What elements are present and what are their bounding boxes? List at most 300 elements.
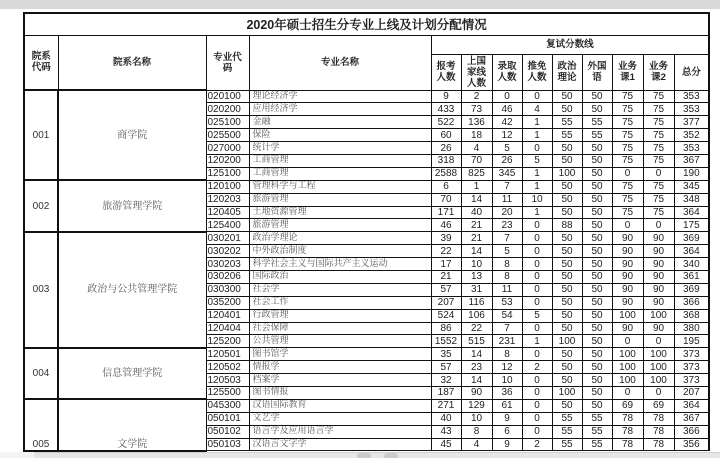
politics-cell: 100 — [552, 167, 582, 180]
exempt-cell: 0 — [522, 348, 552, 361]
major-name-cell: 文艺学 — [249, 412, 431, 425]
header-admitted: 录取人数 — [492, 54, 522, 90]
total-cell: 352 — [674, 129, 709, 142]
foreign-lang-cell: 50 — [582, 154, 612, 167]
exempt-cell: 0 — [522, 270, 552, 283]
viewer-top-strip — [0, 0, 720, 9]
major-code-cell: 120100 — [206, 180, 249, 193]
applicants-cell: 35 — [431, 348, 461, 361]
major-name-cell: 旅游管理 — [249, 219, 431, 232]
next-page-button[interactable] — [384, 453, 398, 458]
major-name-cell: 中外政治制度 — [249, 245, 431, 258]
major-code-cell: 120501 — [206, 348, 249, 361]
course1-cell: 90 — [612, 296, 643, 309]
course1-cell: 0 — [612, 386, 643, 399]
exempt-cell: 1 — [522, 206, 552, 219]
above-national-cell: 14 — [461, 348, 492, 361]
exempt-cell: 4 — [522, 103, 552, 116]
foreign-lang-cell: 50 — [582, 193, 612, 206]
header-dept-code: 院系代码 — [24, 35, 58, 90]
applicants-cell: 6 — [431, 180, 461, 193]
admitted-cell: 7 — [492, 322, 522, 335]
major-code-cell: 120503 — [206, 374, 249, 387]
table-row — [24, 180, 709, 193]
applicants-cell: 57 — [431, 283, 461, 296]
admitted-cell: 54 — [492, 309, 522, 322]
course2-cell: 90 — [643, 232, 674, 245]
major-code-cell: 120203 — [206, 193, 249, 206]
above-national-cell: 8 — [461, 425, 492, 438]
total-cell: 348 — [674, 193, 709, 206]
foreign-lang-cell: 55 — [582, 116, 612, 129]
major-name-cell: 行政管理 — [249, 309, 431, 322]
admissions-table — [23, 12, 710, 452]
above-national-cell: 73 — [461, 103, 492, 116]
course1-cell: 75 — [612, 142, 643, 155]
foreign-lang-cell: 50 — [582, 322, 612, 335]
exempt-cell: 0 — [522, 283, 552, 296]
politics-cell: 50 — [552, 309, 582, 322]
above-national-cell: 31 — [461, 283, 492, 296]
admitted-cell: 8 — [492, 348, 522, 361]
total-cell: 373 — [674, 361, 709, 374]
course1-cell: 0 — [612, 335, 643, 348]
foreign-lang-cell: 55 — [582, 412, 612, 425]
politics-cell: 50 — [552, 193, 582, 206]
course2-cell: 75 — [643, 180, 674, 193]
course2-cell: 78 — [643, 438, 674, 451]
foreign-lang-cell: 50 — [582, 180, 612, 193]
politics-cell: 50 — [552, 283, 582, 296]
applicants-cell: 46 — [431, 219, 461, 232]
exempt-cell: 0 — [522, 219, 552, 232]
major-code-cell: 030300 — [206, 283, 249, 296]
foreign-lang-cell: 50 — [582, 167, 612, 180]
course2-cell: 90 — [643, 258, 674, 271]
politics-cell: 55 — [552, 438, 582, 451]
politics-cell: 50 — [552, 142, 582, 155]
major-name-cell: 档案学 — [249, 374, 431, 387]
total-cell: 361 — [674, 270, 709, 283]
admitted-cell: 36 — [492, 386, 522, 399]
major-code-cell: 025100 — [206, 116, 249, 129]
exempt-cell: 1 — [522, 167, 552, 180]
exempt-cell: 0 — [522, 296, 552, 309]
foreign-lang-cell: 50 — [582, 142, 612, 155]
major-name-cell: 公共管理 — [249, 335, 431, 348]
dept-name-cell: 信息管理学院 — [58, 348, 206, 400]
total-cell: 207 — [674, 386, 709, 399]
applicants-cell: 271 — [431, 399, 461, 412]
above-national-cell: 1 — [461, 180, 492, 193]
exempt-cell: 0 — [522, 90, 552, 103]
total-cell: 367 — [674, 154, 709, 167]
admitted-cell: 6 — [492, 425, 522, 438]
politics-cell: 55 — [552, 412, 582, 425]
foreign-lang-cell: 50 — [582, 270, 612, 283]
major-code-cell: 027000 — [206, 142, 249, 155]
course2-cell: 75 — [643, 142, 674, 155]
course2-cell: 75 — [643, 103, 674, 116]
major-code-cell: 020200 — [206, 103, 249, 116]
dept-code-cell: 001 — [24, 90, 58, 180]
header-retest-group: 复试分数线 — [431, 35, 709, 54]
admitted-cell: 345 — [492, 167, 522, 180]
major-name-cell: 管理科学与工程 — [249, 180, 431, 193]
politics-cell: 50 — [552, 296, 582, 309]
exempt-cell: 0 — [522, 412, 552, 425]
applicants-cell: 433 — [431, 103, 461, 116]
above-national-cell: 14 — [461, 193, 492, 206]
major-code-cell: 030206 — [206, 270, 249, 283]
header-major-name: 专业名称 — [249, 35, 431, 90]
admitted-cell: 20 — [492, 206, 522, 219]
total-cell: 373 — [674, 348, 709, 361]
foreign-lang-cell: 50 — [582, 386, 612, 399]
total-cell: 373 — [674, 374, 709, 387]
course1-cell: 90 — [612, 245, 643, 258]
major-name-cell: 保险 — [249, 129, 431, 142]
admitted-cell: 53 — [492, 296, 522, 309]
major-code-cell: 120200 — [206, 154, 249, 167]
above-national-cell: 106 — [461, 309, 492, 322]
course1-cell: 75 — [612, 116, 643, 129]
dept-code-cell: 004 — [24, 348, 58, 400]
major-name-cell: 金融 — [249, 116, 431, 129]
course2-cell: 75 — [643, 129, 674, 142]
exempt-cell: 0 — [522, 142, 552, 155]
exempt-cell: 0 — [522, 258, 552, 271]
course1-cell: 100 — [612, 348, 643, 361]
politics-cell: 50 — [552, 399, 582, 412]
course1-cell: 90 — [612, 258, 643, 271]
politics-cell: 50 — [552, 180, 582, 193]
header-applicants: 报考人数 — [431, 54, 461, 90]
exempt-cell: 0 — [522, 399, 552, 412]
foreign-lang-cell: 50 — [582, 309, 612, 322]
applicants-cell: 9 — [431, 90, 461, 103]
viewer-bottom-left-panel — [0, 452, 34, 458]
applicants-cell: 32 — [431, 374, 461, 387]
major-code-cell: 050102 — [206, 425, 249, 438]
major-code-cell: 125500 — [206, 386, 249, 399]
course2-cell: 75 — [643, 116, 674, 129]
politics-cell: 50 — [552, 103, 582, 116]
table-row — [24, 90, 709, 103]
politics-cell: 50 — [552, 245, 582, 258]
foreign-lang-cell: 50 — [582, 348, 612, 361]
major-code-cell: 030203 — [206, 258, 249, 271]
above-national-cell: 40 — [461, 206, 492, 219]
course1-cell: 75 — [612, 129, 643, 142]
major-name-cell: 图书馆学 — [249, 348, 431, 361]
admitted-cell: 7 — [492, 180, 522, 193]
dept-code-cell: 005 — [24, 399, 58, 451]
header-foreign-lang: 外国语 — [582, 54, 612, 90]
applicants-cell: 524 — [431, 309, 461, 322]
politics-cell: 50 — [552, 270, 582, 283]
politics-cell: 50 — [552, 361, 582, 374]
major-name-cell: 政治学理论 — [249, 232, 431, 245]
course1-cell: 100 — [612, 309, 643, 322]
foreign-lang-cell: 50 — [582, 258, 612, 271]
applicants-cell: 39 — [431, 232, 461, 245]
admitted-cell: 9 — [492, 412, 522, 425]
header-dept-name: 院系名称 — [58, 35, 206, 90]
course2-cell: 100 — [643, 374, 674, 387]
foreign-lang-cell: 55 — [582, 129, 612, 142]
above-national-cell: 22 — [461, 322, 492, 335]
exempt-cell: 0 — [522, 386, 552, 399]
politics-cell: 50 — [552, 322, 582, 335]
major-name-cell: 情报学 — [249, 361, 431, 374]
major-name-cell: 国际政治 — [249, 270, 431, 283]
course2-cell: 100 — [643, 348, 674, 361]
major-name-cell: 语言学及应用语言学 — [249, 425, 431, 438]
major-name-cell: 旅游管理 — [249, 193, 431, 206]
course2-cell: 75 — [643, 154, 674, 167]
course1-cell: 0 — [612, 219, 643, 232]
major-code-cell: 025500 — [206, 129, 249, 142]
total-cell: 366 — [674, 425, 709, 438]
admitted-cell: 11 — [492, 283, 522, 296]
course1-cell: 100 — [612, 374, 643, 387]
major-code-cell: 030201 — [206, 232, 249, 245]
major-name-cell: 科学社会主义与国际共产主义运动 — [249, 258, 431, 271]
major-name-cell: 图书情报 — [249, 386, 431, 399]
course1-cell: 90 — [612, 322, 643, 335]
header-course2: 业务课2 — [643, 54, 674, 90]
admitted-cell: 12 — [492, 361, 522, 374]
applicants-cell: 40 — [431, 412, 461, 425]
course1-cell: 90 — [612, 283, 643, 296]
politics-cell: 55 — [552, 116, 582, 129]
major-name-cell: 应用经济学 — [249, 103, 431, 116]
major-code-cell: 125100 — [206, 167, 249, 180]
above-national-cell: 70 — [461, 154, 492, 167]
course1-cell: 75 — [612, 90, 643, 103]
course2-cell: 75 — [643, 206, 674, 219]
admitted-cell: 26 — [492, 154, 522, 167]
course2-cell: 100 — [643, 309, 674, 322]
admitted-cell: 8 — [492, 258, 522, 271]
major-name-cell: 社会工作 — [249, 296, 431, 309]
total-cell: 364 — [674, 399, 709, 412]
above-national-cell: 4 — [461, 142, 492, 155]
major-name-cell: 社会保障 — [249, 322, 431, 335]
course2-cell: 0 — [643, 219, 674, 232]
admitted-cell: 5 — [492, 142, 522, 155]
admitted-cell: 5 — [492, 245, 522, 258]
exempt-cell: 5 — [522, 154, 552, 167]
major-code-cell: 050103 — [206, 438, 249, 451]
above-national-cell: 90 — [461, 386, 492, 399]
table-row — [24, 232, 709, 245]
foreign-lang-cell: 55 — [582, 438, 612, 451]
course1-cell: 78 — [612, 425, 643, 438]
major-code-cell: 120401 — [206, 309, 249, 322]
total-cell: 369 — [674, 283, 709, 296]
admitted-cell: 231 — [492, 335, 522, 348]
document-page — [23, 12, 708, 452]
exempt-cell: 2 — [522, 361, 552, 374]
table-row — [24, 399, 709, 412]
major-name-cell: 汉语言文字学 — [249, 438, 431, 451]
total-cell: 356 — [674, 438, 709, 451]
above-national-cell: 23 — [461, 361, 492, 374]
admitted-cell: 23 — [492, 219, 522, 232]
prev-page-button[interactable] — [357, 453, 371, 458]
admitted-cell: 9 — [492, 438, 522, 451]
applicants-cell: 2588 — [431, 167, 461, 180]
major-name-cell: 理论经济学 — [249, 90, 431, 103]
major-name-cell: 工商管理 — [249, 154, 431, 167]
major-code-cell: 120502 — [206, 361, 249, 374]
dept-code-cell: 003 — [24, 232, 58, 348]
applicants-cell: 26 — [431, 142, 461, 155]
table-title: 2020年硕士招生分专业上线及计划分配情况 — [24, 13, 709, 35]
total-cell: 377 — [674, 116, 709, 129]
major-code-cell: 030202 — [206, 245, 249, 258]
exempt-cell: 1 — [522, 180, 552, 193]
course1-cell: 90 — [612, 232, 643, 245]
above-national-cell: 14 — [461, 374, 492, 387]
total-cell: 353 — [674, 90, 709, 103]
applicants-cell: 318 — [431, 154, 461, 167]
dept-name-cell: 政治与公共管理学院 — [58, 232, 206, 348]
exempt-cell: 1 — [522, 335, 552, 348]
course2-cell: 100 — [643, 361, 674, 374]
course2-cell: 0 — [643, 167, 674, 180]
politics-cell: 50 — [552, 232, 582, 245]
dept-code-cell: 002 — [24, 180, 58, 232]
admitted-cell: 0 — [492, 90, 522, 103]
applicants-cell: 1552 — [431, 335, 461, 348]
applicants-cell: 171 — [431, 206, 461, 219]
applicants-cell: 207 — [431, 296, 461, 309]
major-name-cell: 汉语国际教育 — [249, 399, 431, 412]
politics-cell: 50 — [552, 348, 582, 361]
exempt-cell: 0 — [522, 425, 552, 438]
major-code-cell: 050101 — [206, 412, 249, 425]
exempt-cell: 1 — [522, 116, 552, 129]
major-code-cell: 125400 — [206, 219, 249, 232]
applicants-cell: 86 — [431, 322, 461, 335]
major-code-cell: 125200 — [206, 335, 249, 348]
course2-cell: 90 — [643, 283, 674, 296]
politics-cell: 55 — [552, 129, 582, 142]
course1-cell: 75 — [612, 206, 643, 219]
major-name-cell: 土地资源管理 — [249, 206, 431, 219]
politics-cell: 88 — [552, 219, 582, 232]
foreign-lang-cell: 50 — [582, 90, 612, 103]
course1-cell: 0 — [612, 167, 643, 180]
course2-cell: 90 — [643, 270, 674, 283]
major-code-cell: 020100 — [206, 90, 249, 103]
above-national-cell: 10 — [461, 412, 492, 425]
header-total: 总分 — [674, 54, 709, 90]
total-cell: 369 — [674, 232, 709, 245]
course2-cell: 75 — [643, 193, 674, 206]
exempt-cell: 10 — [522, 193, 552, 206]
above-national-cell: 18 — [461, 129, 492, 142]
politics-cell: 50 — [552, 154, 582, 167]
foreign-lang-cell: 50 — [582, 399, 612, 412]
politics-cell: 50 — [552, 374, 582, 387]
admitted-cell: 42 — [492, 116, 522, 129]
foreign-lang-cell: 50 — [582, 296, 612, 309]
total-cell: 175 — [674, 219, 709, 232]
course1-cell: 69 — [612, 399, 643, 412]
exempt-cell: 2 — [522, 438, 552, 451]
above-national-cell: 825 — [461, 167, 492, 180]
above-national-cell: 13 — [461, 270, 492, 283]
major-name-cell: 工商管理 — [249, 167, 431, 180]
exempt-cell: 0 — [522, 374, 552, 387]
course2-cell: 0 — [643, 386, 674, 399]
politics-cell: 100 — [552, 386, 582, 399]
admitted-cell: 46 — [492, 103, 522, 116]
course2-cell: 0 — [643, 335, 674, 348]
above-national-cell: 129 — [461, 399, 492, 412]
politics-cell: 55 — [552, 425, 582, 438]
foreign-lang-cell: 50 — [582, 361, 612, 374]
above-national-cell: 21 — [461, 232, 492, 245]
dept-name-cell: 文学院 — [58, 399, 206, 451]
total-cell: 364 — [674, 206, 709, 219]
politics-cell: 100 — [552, 335, 582, 348]
course1-cell: 75 — [612, 154, 643, 167]
total-cell: 190 — [674, 167, 709, 180]
exempt-cell: 1 — [522, 129, 552, 142]
applicants-cell: 187 — [431, 386, 461, 399]
politics-cell: 50 — [552, 90, 582, 103]
above-national-cell: 515 — [461, 335, 492, 348]
major-code-cell: 120404 — [206, 322, 249, 335]
foreign-lang-cell: 50 — [582, 283, 612, 296]
applicants-cell: 70 — [431, 193, 461, 206]
total-cell: 345 — [674, 180, 709, 193]
foreign-lang-cell: 50 — [582, 219, 612, 232]
above-national-cell: 14 — [461, 245, 492, 258]
header-exempt: 推免人数 — [522, 54, 552, 90]
total-cell: 380 — [674, 322, 709, 335]
admitted-cell: 12 — [492, 129, 522, 142]
course1-cell: 78 — [612, 438, 643, 451]
foreign-lang-cell: 55 — [582, 425, 612, 438]
major-name-cell: 统计学 — [249, 142, 431, 155]
politics-cell: 50 — [552, 206, 582, 219]
foreign-lang-cell: 50 — [582, 232, 612, 245]
major-code-cell: 120405 — [206, 206, 249, 219]
total-cell: 367 — [674, 412, 709, 425]
applicants-cell: 21 — [431, 270, 461, 283]
admitted-cell: 11 — [492, 193, 522, 206]
foreign-lang-cell: 50 — [582, 374, 612, 387]
major-code-cell: 035200 — [206, 296, 249, 309]
course2-cell: 75 — [643, 90, 674, 103]
dept-name-cell: 商学院 — [58, 90, 206, 180]
course1-cell: 75 — [612, 180, 643, 193]
total-cell: 364 — [674, 245, 709, 258]
course2-cell: 78 — [643, 412, 674, 425]
applicants-cell: 522 — [431, 116, 461, 129]
applicants-cell: 17 — [431, 258, 461, 271]
above-national-cell: 4 — [461, 438, 492, 451]
table-body — [24, 90, 709, 451]
foreign-lang-cell: 50 — [582, 206, 612, 219]
admitted-cell: 61 — [492, 399, 522, 412]
